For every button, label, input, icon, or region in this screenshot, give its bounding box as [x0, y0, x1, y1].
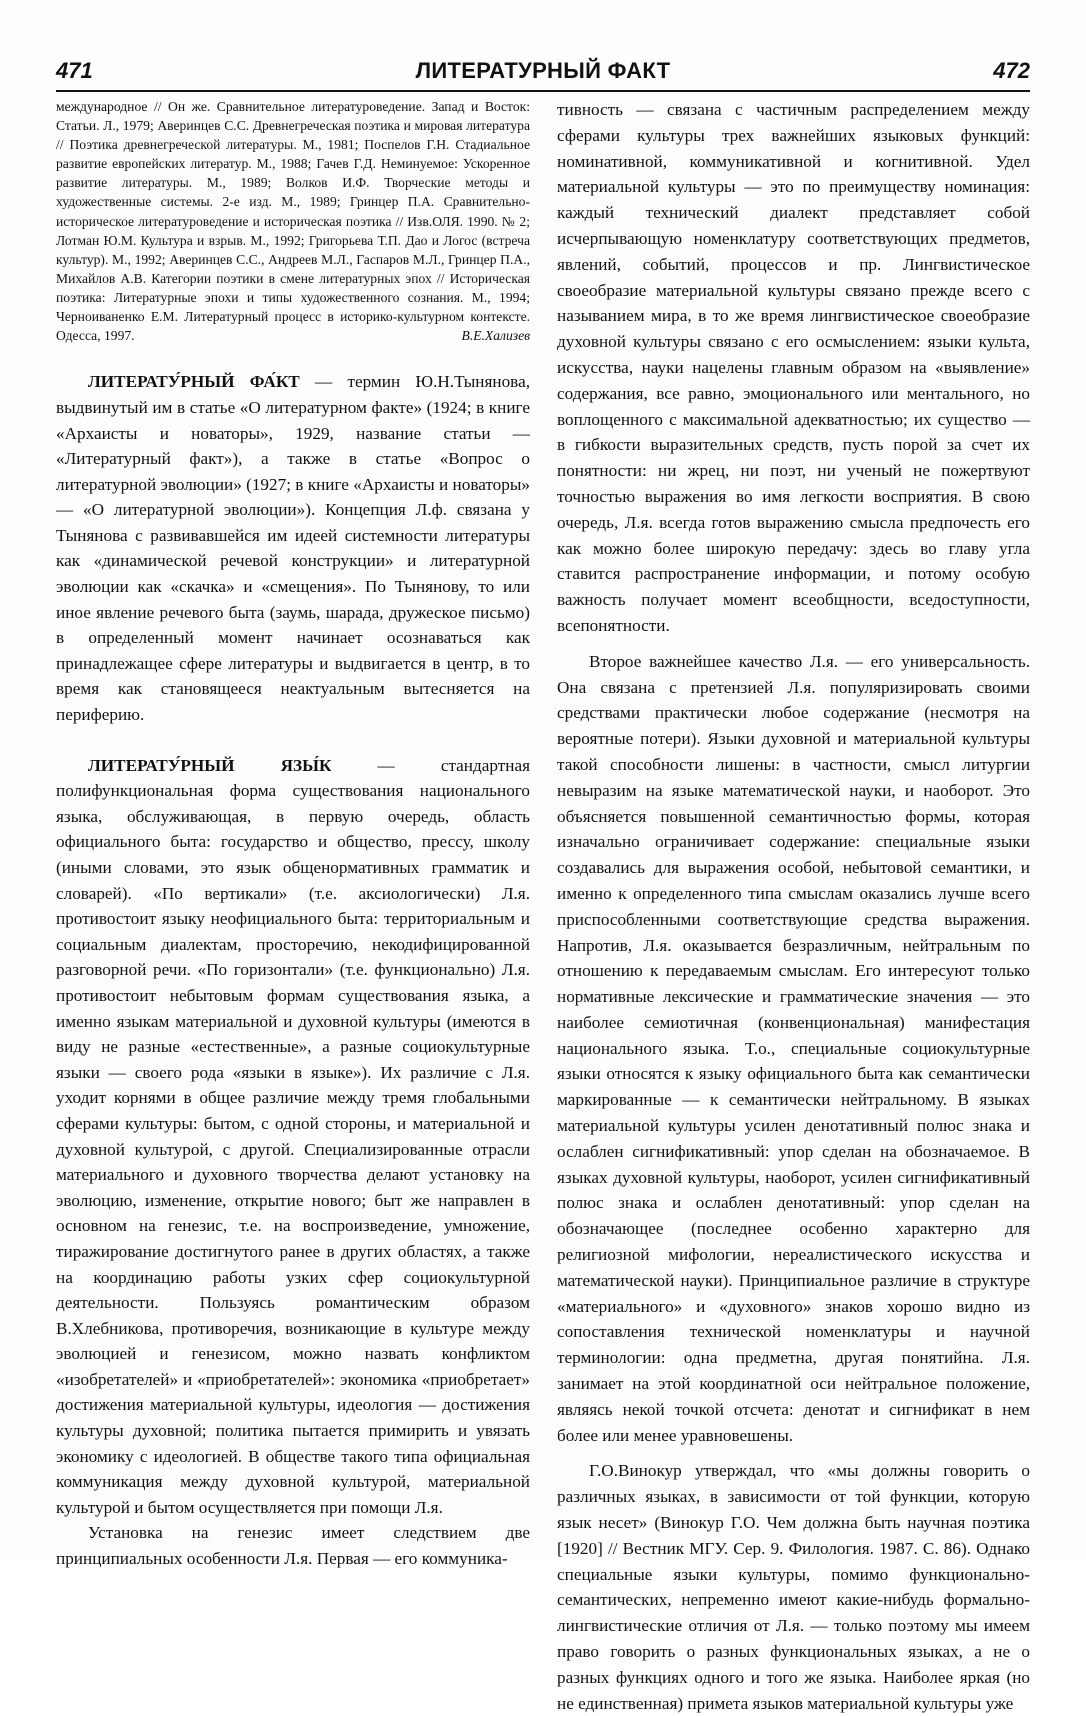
paragraph: тивность — связана с частичным распределением между сферами культуры трех важнейших языковых функций: номинативной, коммуникативной и когнитивной. Удел материальной культуры — это по преимуществу номинация: каждый технический диалект представляет собой исчерпывающую номенклатуру соответствующих предметов, явлений, событий, процессов и пр. Лингвистическое своеобразие материальной культуры связано прежде всего с называнием мира, в то же время лингвистическое своеобразие духовной культуры связано с его осмыслением: языки культа, искусства, науки нацелены главным образом на «выявление» содержания, все равно, эмоционального или ментального, но воплощенного с максимальной адекватностью; их существо — в гибкости выразительных средств, пусть порой за счет их понятности: ни жрец, ни поэт, ни ученый не пожертвуют точностью выражения во имя легкости восприятия. В свою очередь, Л.я. всегда готов выражению смысла предпочесть его как можно более широкую передачу: здесь во главу угла ставится распространение информации, и потому особую важность получает момент всеобщности, вседоступности, всепонятности.: [557, 100, 1030, 635]
bibliography-block: [56, 97, 530, 345]
entry-literary-fact: [56, 369, 530, 727]
paragraph: Второе важнейшее качество Л.я. — его универсальность. Она связана с претензией Л.я. популяризировать своими средствами практически любое содержание (несмотря на вероятные потери). Языки духовной и материальной культуры такой способности лишены: в частности, смысл литургии невыразим на языке математической науки, и наоборот. Это объясняется повышенной семантичностью формы, которая изначально ограничивает содержание: специальные языки создавались для выражения особой, небытовой семантики, и именно к определенного типа смыслам оказались лучше всего приспособленными соответствующие средства выражения. Напротив, Л.я. оказывается безразличным, нейтральным по отношению к передаваемым смыслам. Его интересуют только нормативные лексические и грамматические значения — это наиболее семиотичная (конвенциональная) манифестация национального языка. Т.о., специальные социокультурные языки относятся к языку официального быта как семантически маркированные — к семантически нейтральному. В языках материальной культуры усилен денотативный полюс знака и ослаблен сигнификативный: упор сделан на обозначаемое. В языках духовной культуры, наоборот, усилен сигнификативный полюс знака и ослаблен денотативный: упор сделан на обозначающее (последнее особенно характерно для религиозной мифологии, нереалистического искусства и математической науки). Принципиальное различие в структуре «материального» и «духовного» знаков хорошо видно из сопоставления технической номенклатуры и научной терминологии: одна предметна, другая понятийна. Л.я. занимает на этой координатной оси нейтральное положение, являясь некой точкой отсчета: денотат и сигнификат в нем более или менее уравновешены.: [557, 651, 1030, 1445]
page-number-left: 471: [56, 58, 93, 83]
entry-text: — стандартная полифункциональная форма существования национального языка, обслуживающая, в первую очередь, область официального быта: государство и общество, прессу, школу (иными словами, это язык общенормативных грамматик и словарей). «По вертикали» (т.е. аксиологически) Л.я. противостоит языку неофициального быта: территориальным и социальным диалектам, просторечию, некодифицированной разговорной речи. «По горизонтали» (т.е. функционально) Л.я. противостоит небытовым формам существования языка, а именно языкам материальной и духовной культуры (имеются в виду не разные «естественные», а разные социокультурные языки — своего рода «языки в языке»). Их различие с Л.я. уходит корнями в общее различие между тремя глобальными сферами культуры: бытом, с одной стороны, и материальной и духовной культурой, с другой. Специализированные отрасли материального и духовного творчества делают установку на эволюцию, изменение, открытие нового; быт же направлен в основном на генезис, т.е. на воспроизведение, умножение, тиражирование достигнутого ранее в других областях, а также на координацию работы узких сфер социокультурной деятельности. Пользуясь романтическим образом В.Хлебникова, противоречия, возникающие в культуре между эволюцией и генезисом, можно назвать конфликтом «изобретателей» и «приобретателей»: экономика «приобретает» достижения материальной культуры, идеология — достижения культуры духовной; политика пытается примирить и увязать экономику с идеологией. В обществе такого типа официальная коммуникация между духовной культурой, материальной культурой и бытом осуществляется при помощи Л.я.: [56, 755, 530, 1517]
left-column: [56, 97, 530, 1572]
running-header: [56, 56, 1030, 92]
running-title: ЛИТЕРАТУРНЫЙ ФАКТ: [415, 58, 671, 83]
entry-headword: ЛИТЕРАТУ́РНЫЙ ЯЗЫ́К: [88, 755, 332, 775]
entry-text: — термин Ю.Н.Тынянова, выдвинутый им в статье «О литературном факте» (1924; в книге «Архаисты и новаторы», 1929, название статьи — «Литературный факт»), а также в статье «Вопрос о литературной эволюции» (1927; в книге «Архаисты и новаторы» — «О литературной эволюции»). Концепция Л.ф. связана у Тынянова с развивавшейся им идеей системности литературы как «динамической речевой конструкции» и литературной эволюции как «скачка» и «смещения». По Тынянову, то или иное явление речевого быта (заумь, шарада, дружеское письмо) в определенный момент начинает осознаваться как принадлежащее сфере литературы и выдвигается в центр, в то время как становящееся неактуальным вытесняется на периферию.: [56, 372, 530, 725]
entry-literary-language: [56, 753, 530, 1572]
bibliography-text: международное // Он же. Сравнительное литературоведение. Запад и Восток: Статьи. Л., 1979; Аверинцев С.С. Древнегреческая поэтика и мировая литература // Поэтика древнегреческой литературы. М., 1981; Поспелов Г.Н. Стадиальное развитие европейских литератур. М., 1988; Гачев Г.Д. Неминуемое: Ускоренное развитие литературы. М., 1989; Волков И.Ф. Творческие методы и художественные системы. 2-е изд. М., 1989; Гринцер П.А. Сравнительно-историческое литературоведение и историческая поэтика // Изв.ОЛЯ. 1990. № 2; Лотман Ю.М. Культура и взрыв. М., 1992; Григорьева Т.П. Дао и Логос (встреча культур). М., 1992; Аверинцев С.С., Андреев М.Л., Гаспаров М.Л., Гринцер П.А., Михайлов А.В. Категории поэтики в смене литературных эпох // Историческая поэтика: Литературные эпохи и типы художественного сознания. М., 1994; Черноиваненко Е.М. Литературный процесс в историко-культурном контексте. Одесса, 1997.: [56, 99, 530, 344]
entry-headword: ЛИТЕРАТУ́РНЫЙ ФА́КТ: [88, 372, 300, 392]
entry-continuation: [557, 97, 1030, 1716]
right-column: [557, 97, 1030, 1716]
page-number-right: 472: [993, 58, 1030, 83]
author-signature: В.Е.Хализев: [461, 328, 530, 344]
paragraph: Установка на генезис имеет следствием две принципиальных особенности Л.я. Первая — его коммуника-: [56, 1523, 530, 1569]
paragraph: Г.О.Винокур утверждал, что «мы должны говорить о различных языках, в зависимости от той функции, которую язык несет» (Винокур Г.О. Чем должна быть научная поэтика [1920] // Вестник МГУ. Сер. 9. Филология. 1987. С. 86). Однако специальные языки культуры, помимо функционально-семантических, непременно имеют какие-нибудь формально-лингвистические отличия от Л.я. — только поэтому мы имеем право говорить о разных функциональных языках, а не о разных функциях одного и того же языка. Наиболее яркая (но не единственная) примета языков материальной культуры уже: [557, 1461, 1030, 1713]
